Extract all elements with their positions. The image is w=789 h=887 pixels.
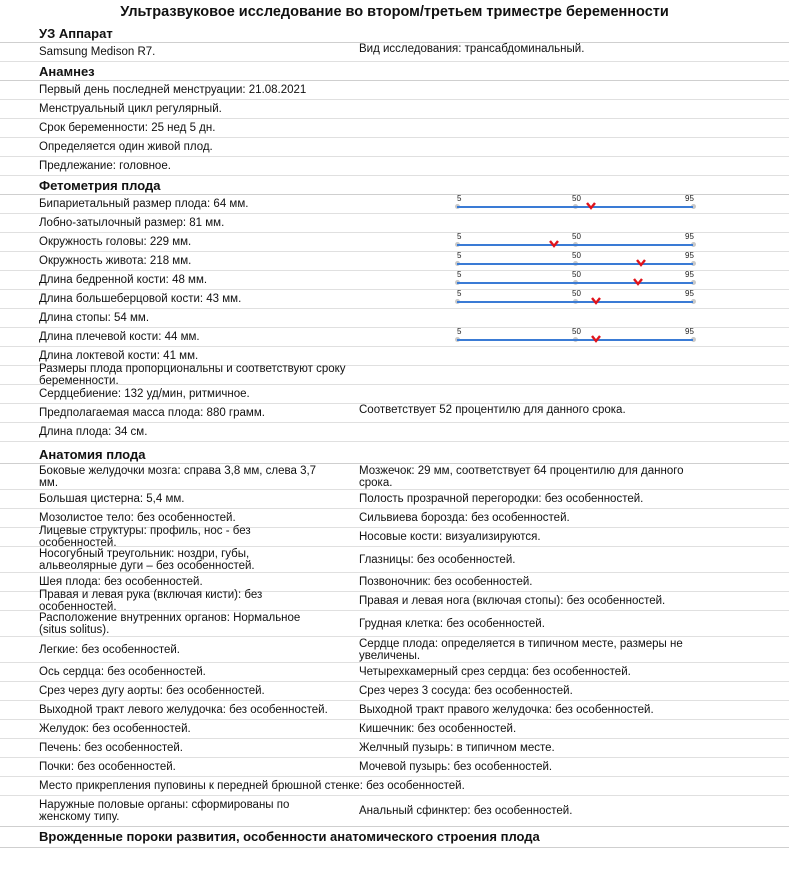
percentile-marker-icon	[591, 335, 601, 343]
percentile-scale	[457, 290, 693, 308]
scale-tick-label: 95	[685, 327, 694, 336]
scale-line	[457, 282, 693, 284]
anatomy-list	[0, 464, 789, 777]
fetometry-item: Лобно-затылочный размер: 81 мм.	[39, 217, 225, 229]
fetometry-right	[358, 195, 758, 213]
scale-tick-label: 5	[457, 327, 462, 336]
report-title: Ультразвуковое исследование во втором/третьем триместре беременности	[120, 4, 669, 20]
fetometry-row	[0, 309, 789, 328]
fetometry-row	[0, 290, 789, 309]
section-header-apparatus: УЗ Аппарат	[0, 24, 789, 43]
external-genitals: Наружные половые органы: сформированы по женскому типу.	[39, 799, 290, 823]
anatomy-row	[0, 701, 789, 720]
anatomy-left-item: Большая цистерна: 5,4 мм.	[39, 493, 185, 505]
anatomy-right-item: Сильвиева борозда: без особенностей.	[359, 512, 570, 524]
fetometry-item: Сердцебиение: 132 уд/мин, ритмичное.	[39, 388, 250, 400]
anatomy-right-item: Носовые кости: визуализируются.	[359, 531, 541, 543]
anatomy-right-item: Срез через 3 сосуда: без особенностей.	[359, 685, 573, 697]
anamnesis-row	[0, 100, 789, 119]
scale-line	[457, 301, 693, 303]
fetal-weight-row	[0, 404, 789, 423]
fetometry-row	[0, 363, 789, 387]
anatomy-right-item: Грудная клетка: без особенностей.	[359, 617, 545, 630]
fetal-length: Длина плода: 34 см.	[39, 426, 148, 438]
percentile-scale	[457, 233, 693, 251]
section-header-malformations: Врожденные пороки развития, особенности анатомического строения плода	[0, 826, 789, 848]
anatomy-left-item: Печень: без особенностей.	[39, 742, 183, 754]
anamnesis-list	[0, 81, 789, 176]
anatomy-right-item: Позвоночник: без особенностей.	[359, 576, 533, 588]
anatomy-left-item: Мозолистое тело: без особенностей.	[39, 512, 236, 524]
anatomy-right-item: Желчный пузырь: в типичном месте.	[359, 742, 555, 754]
fetometry-list	[0, 195, 789, 404]
scale-line	[457, 244, 693, 246]
percentile-marker-icon	[586, 202, 596, 210]
fetometry-row	[0, 328, 789, 347]
percentile-marker-icon	[636, 259, 646, 267]
percentile-marker-icon	[591, 297, 601, 305]
scale-tick-label: 5	[457, 289, 462, 298]
fetal-weight-percentile: Соответствует 52 процентилю для данного срока.	[359, 404, 626, 416]
anatomy-right-item: Мозжечок: 29 мм, соответствует 64 процентилю для данного срока.	[359, 464, 684, 489]
anatomy-row	[0, 637, 789, 663]
fetometry-item: Длина большеберцовой кости: 43 мм.	[39, 293, 242, 305]
fetometry-row	[0, 271, 789, 290]
percentile-marker-icon	[633, 278, 643, 286]
percentile-scale	[457, 252, 693, 270]
anatomy-right-item: Мочевой пузырь: без особенностей.	[359, 761, 553, 773]
anamnesis-row	[0, 157, 789, 176]
fetometry-item: Длина плечевой кости: 44 мм.	[39, 331, 200, 343]
fetometry-item: Окружность головы: 229 мм.	[39, 236, 192, 248]
section-header-anamnesis: Анамнез	[0, 62, 789, 81]
percentile-scale	[457, 328, 693, 346]
anatomy-left-item: Лицевые структуры: профиль, нос - без особенностей.	[39, 525, 251, 549]
fetometry-right	[358, 252, 758, 270]
anamnesis-item: Менструальный цикл регулярный.	[39, 103, 222, 115]
anatomy-row	[0, 758, 789, 777]
anatomy-row	[0, 464, 789, 490]
fetometry-right	[358, 214, 758, 232]
scale-tick-label: 95	[685, 251, 694, 260]
anatomy-row	[0, 547, 789, 573]
fetometry-row	[0, 233, 789, 252]
section-header-anatomy: Анатомия плода	[0, 445, 789, 464]
fetometry-row	[0, 214, 789, 233]
anatomy-row	[0, 663, 789, 682]
anatomy-left-item: Желудок: без особенностей.	[39, 723, 191, 735]
anatomy-row	[0, 490, 789, 509]
device-name: Samsung Medison R7.	[39, 46, 156, 58]
fetometry-right	[358, 271, 758, 289]
fetometry-right	[358, 366, 758, 384]
scale-tick-label: 5	[457, 232, 462, 241]
fetometry-right	[358, 233, 758, 251]
genitals-row	[0, 796, 789, 826]
anatomy-row	[0, 589, 789, 613]
anatomy-right-item: Четырехкамерный срез сердца: без особенностей.	[359, 666, 631, 678]
fetal-weight: Предполагаемая масса плода: 880 грамм.	[39, 407, 265, 419]
anatomy-left-item: Правая и левая рука (включая кисти): без особенностей.	[39, 589, 263, 613]
fetometry-row	[0, 252, 789, 271]
anatomy-right-item: Сердце плода: определяется в типичном месте, размеры не увеличены.	[359, 637, 683, 662]
anamnesis-row	[0, 119, 789, 138]
fetometry-item: Длина локтевой кости: 41 мм.	[39, 350, 199, 362]
scale-tick-label: 5	[457, 194, 462, 203]
anatomy-left-item: Срез через дугу аорты: без особенностей.	[39, 685, 265, 697]
anatomy-left-item: Носогубный треугольник: ноздри, губы, альвеолярные дуги – без особенностей.	[39, 547, 255, 572]
percentile-scale	[457, 195, 693, 213]
scale-line	[457, 263, 693, 265]
scale-tick-label: 50	[572, 327, 581, 336]
fetometry-item: Бипариетальный размер плода: 64 мм.	[39, 198, 249, 210]
anamnesis-item: Определяется один живой плод.	[39, 141, 213, 153]
exam-type: Вид исследования: трансабдоминальный.	[359, 43, 585, 55]
anatomy-row	[0, 739, 789, 758]
scale-tick-label: 50	[572, 270, 581, 279]
scale-tick-label: 95	[685, 270, 694, 279]
anatomy-row	[0, 682, 789, 701]
scale-line	[457, 339, 693, 341]
anatomy-left-item: Почки: без особенностей.	[39, 761, 176, 773]
anatomy-left-item: Шея плода: без особенностей.	[39, 576, 203, 588]
anatomy-right-item: Кишечник: без особенностей.	[359, 723, 517, 735]
anamnesis-item: Предлежание: головное.	[39, 160, 171, 172]
anamnesis-item: Первый день последней менструации: 21.08.2021	[39, 84, 307, 96]
anatomy-row	[0, 720, 789, 739]
anamnesis-item: Срок беременности: 25 нед 5 дн.	[39, 122, 216, 134]
scale-line	[457, 206, 693, 208]
percentile-marker-icon	[549, 240, 559, 248]
anatomy-left-item: Расположение внутренних органов: Нормальное (situs solitus).	[39, 611, 301, 636]
fetometry-item: Размеры плода пропорциональны и соответствуют сроку беременности.	[39, 363, 346, 387]
anatomy-left-item: Боковые желудочки мозга: справа 3,8 мм, слева 3,7 мм.	[39, 464, 317, 489]
scale-tick-label: 95	[685, 194, 694, 203]
fetometry-item: Длина бедренной кости: 48 мм.	[39, 274, 208, 286]
anamnesis-row	[0, 81, 789, 100]
apparatus-row	[0, 43, 789, 62]
fetometry-right	[358, 309, 758, 327]
anatomy-right-item: Правая и левая нога (включая стопы): без особенностей.	[359, 595, 666, 607]
scale-tick-label: 5	[457, 270, 462, 279]
anatomy-left-item: Легкие: без особенностей.	[39, 643, 180, 656]
fetometry-right	[358, 385, 758, 403]
fetal-length-row	[0, 423, 789, 442]
fetometry-right	[358, 328, 758, 346]
fetometry-row	[0, 195, 789, 214]
anatomy-right-item: Глазницы: без особенностей.	[359, 553, 516, 566]
percentile-scale	[457, 271, 693, 289]
section-header-fetometry: Фетометрия плода	[0, 176, 789, 195]
anatomy-left-item: Ось сердца: без особенностей.	[39, 666, 206, 678]
scale-tick-label: 95	[685, 289, 694, 298]
umbilical-attachment: Место прикрепления пуповины к передней брюшной стенке: без особенностей.	[39, 780, 465, 792]
anatomy-right-item: Полость прозрачной перегородки: без особенностей.	[359, 493, 644, 505]
scale-tick-label: 5	[457, 251, 462, 260]
scale-tick-label: 50	[572, 194, 581, 203]
anatomy-right-item: Выходной тракт правого желудочка: без особенностей.	[359, 704, 654, 716]
anatomy-row	[0, 525, 789, 549]
anamnesis-row	[0, 138, 789, 157]
fetometry-right	[358, 347, 758, 365]
fetometry-right	[358, 290, 758, 308]
fetometry-row	[0, 385, 789, 404]
scale-tick-label: 50	[572, 289, 581, 298]
umbilical-row	[0, 777, 789, 796]
anal-sphincter: Анальный сфинктер: без особенностей.	[359, 805, 573, 817]
anatomy-left-item: Выходной тракт левого желудочка: без особенностей.	[39, 704, 328, 716]
anatomy-row	[0, 611, 789, 637]
scale-tick-label: 95	[685, 232, 694, 241]
scale-tick-label: 50	[572, 232, 581, 241]
scale-tick-label: 50	[572, 251, 581, 260]
fetometry-item: Окружность живота: 218 мм.	[39, 255, 192, 267]
fetometry-item: Длина стопы: 54 мм.	[39, 312, 150, 324]
